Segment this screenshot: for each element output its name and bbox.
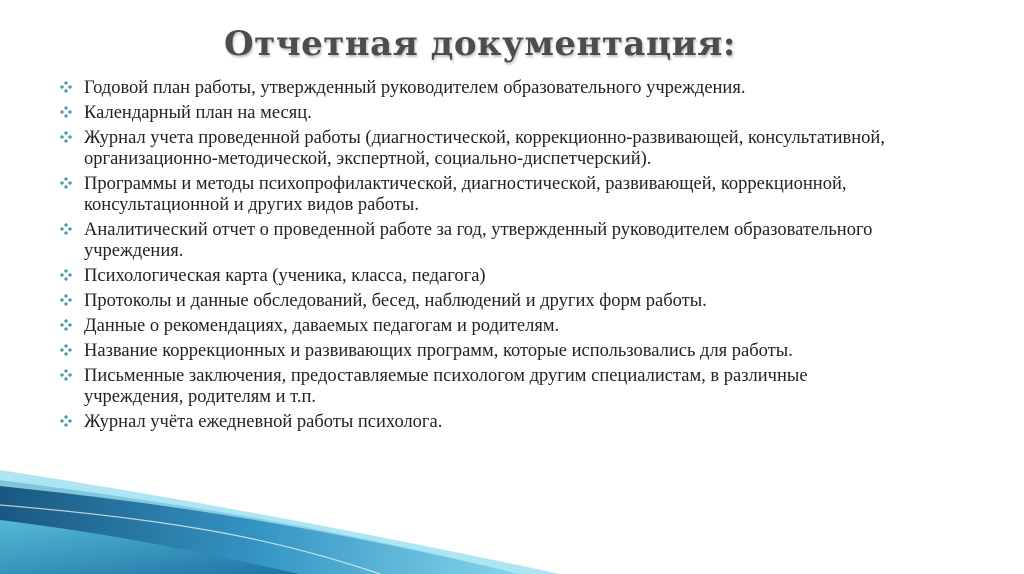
list-item <box>60 266 900 287</box>
diamond-bullet-icon <box>60 319 72 331</box>
list-item-text: Программы и методы психопрофилактической, диагностической, развивающей, коррекционной, консультационной и других видов работы. <box>84 174 847 215</box>
list-item-text: Психологическая карта (ученика, класса, педагога) <box>84 266 486 286</box>
list-item-text: Письменные заключения, предоставляемые психологом другим специалистам, в различные учреждения, родителям и т.п. <box>84 366 808 407</box>
list-item <box>60 341 900 362</box>
diamond-bullet-icon <box>60 369 72 381</box>
diamond-bullet-icon <box>60 81 72 93</box>
list-item-text: Аналитический отчет о проведенной работе за год, утвержденный руководителем образовательного учреждения. <box>84 220 873 261</box>
list-item-text: Журнал учета проведенной работы (диагностической, коррекционно-развивающей, консультативной, организационно-методической, экспертной, социально-диспетчерский). <box>84 128 885 169</box>
list-item-text: Календарный план на месяц. <box>84 103 312 123</box>
diamond-bullet-icon <box>60 294 72 306</box>
diamond-bullet-icon <box>60 106 72 118</box>
diamond-bullet-icon <box>60 177 72 189</box>
list-item <box>60 316 900 337</box>
list-item <box>60 412 900 433</box>
document-list <box>60 78 900 437</box>
list-item <box>60 103 900 124</box>
list-item <box>60 174 900 216</box>
diamond-bullet-icon <box>60 223 72 235</box>
list-item <box>60 366 900 408</box>
list-item-text: Данные о рекомендациях, даваемых педагогам и родителям. <box>84 316 560 336</box>
diamond-bullet-icon <box>60 131 72 143</box>
list-item-text: Годовой план работы, утвержденный руководителем образовательного учреждения. <box>84 78 746 98</box>
diamond-bullet-icon <box>60 269 72 281</box>
list-item <box>60 78 900 99</box>
list-item-text: Журнал учёта ежедневной работы психолога. <box>84 412 443 432</box>
diamond-bullet-icon <box>60 415 72 427</box>
list-item-text: Название коррекционных и развивающих программ, которые использовались для работы. <box>84 341 793 361</box>
list-item <box>60 220 900 262</box>
slide-title: Отчетная документация: <box>224 24 736 64</box>
list-item <box>60 291 900 312</box>
list-item <box>60 128 900 170</box>
list-item-text: Протоколы и данные обследований, бесед, наблюдений и других форм работы. <box>84 291 707 311</box>
diamond-bullet-icon <box>60 344 72 356</box>
